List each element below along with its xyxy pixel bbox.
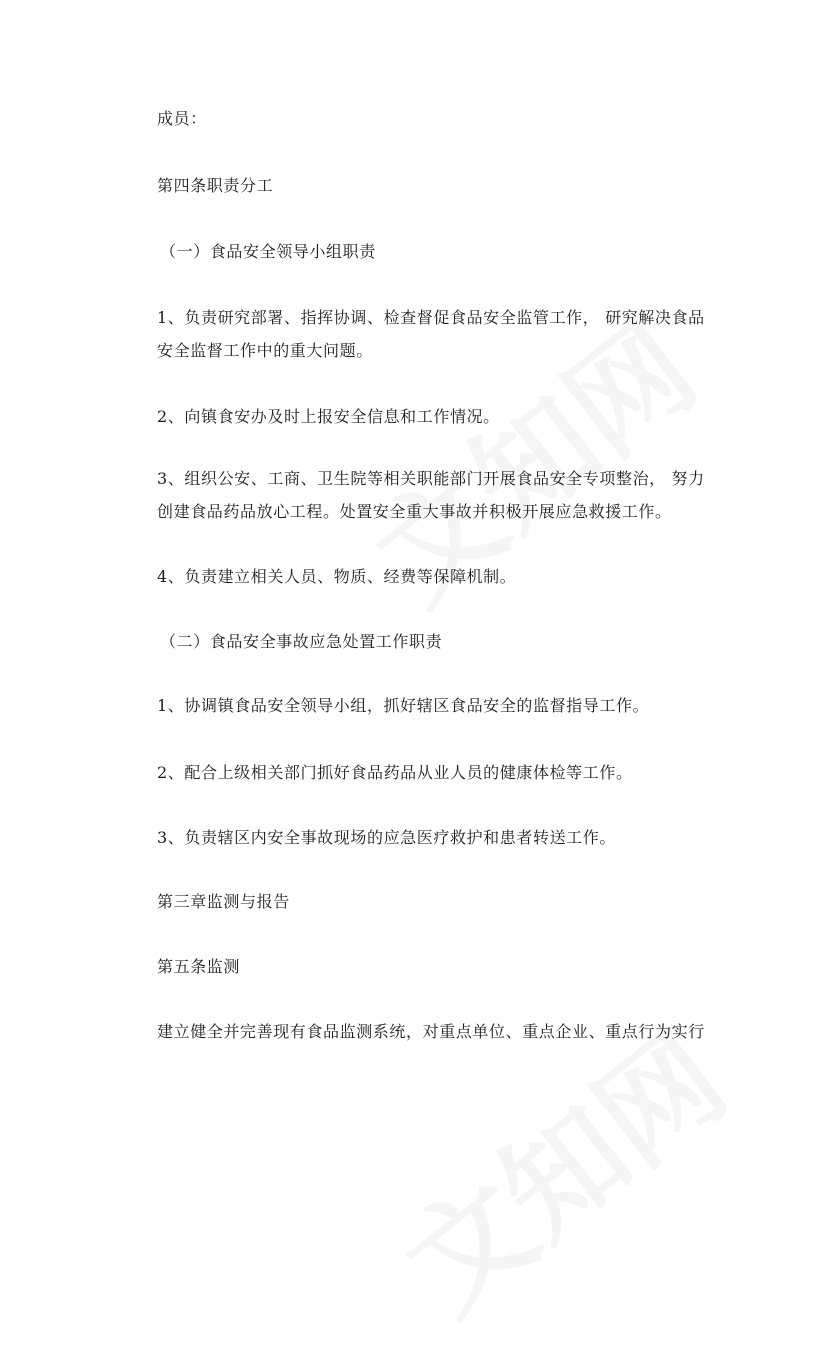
heading-article-4: 第四条职责分工 xyxy=(157,176,274,195)
subheading-emergency-duties: （二）食品安全事故应急处置工作职责 xyxy=(160,632,443,651)
list-item: 3、负责辖区内安全事故现场的应急医疗救护和患者转送工作。 xyxy=(157,828,616,847)
subheading-leadership-group: （一）食品安全领导小组职责 xyxy=(160,242,376,261)
paragraph-members: 成员： xyxy=(157,109,207,128)
heading-article-5: 第五条监测 xyxy=(157,957,241,976)
paragraph-monitoring: 建立健全并完善现有食品监测系统，对重点单位、重点企业、重点行为实行 xyxy=(157,1022,705,1041)
list-item: 1、负责研究部署、指挥协调、检查督促食品安全监管工作， 研究解决食品安全监督工作中的重大问题。 xyxy=(157,308,705,360)
list-item: 2、向镇食安办及时上报安全信息和工作情况。 xyxy=(157,407,500,426)
heading-chapter-3: 第三章监测与报告 xyxy=(157,892,290,911)
list-item: 3、组织公安、工商、卫生院等相关职能部门开展食品安全专项整治， 努力创建食品药品放心工程。处置安全重大事故并积极开展应急救援工作。 xyxy=(157,469,705,521)
list-item: 2、配合上级相关部门抓好食品药品从业人员的健康体检等工作。 xyxy=(157,763,633,782)
list-item: 4、负责建立相关人员、物质、经费等保障机制。 xyxy=(157,567,517,586)
list-item: 1、协调镇食品安全领导小组，抓好辖区食品安全的监督指导工作。 xyxy=(157,696,650,715)
